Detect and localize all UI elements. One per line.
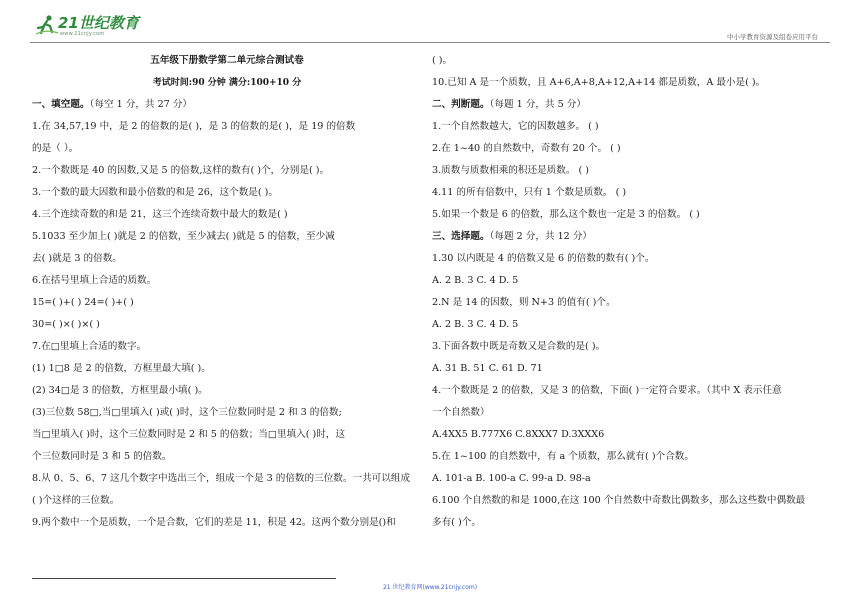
question-line (32, 468, 422, 490)
line-text: 9.两个数中一个是质数，一个是合数，它们的差是 11，积是 42。这两个数分别是()和 (32, 517, 396, 528)
line-text: 10.已知 A 是一个质数，且 A+6,A+8,A+12,A+14 都是质数，A 最小是( )。 (432, 77, 766, 88)
line-text: 去( )就是 3 的倍数。 (32, 253, 122, 264)
question-line (32, 380, 422, 402)
line-text: 考试时间:90 分钟 满分:100+10 分 (152, 78, 302, 88)
question-line (32, 358, 422, 380)
question-line (432, 512, 827, 534)
question-line (432, 160, 827, 182)
question-line (32, 292, 422, 314)
score-note: （每题 1 分，共 5 分） (489, 99, 586, 110)
line-text: 二、判断题。 (432, 99, 490, 110)
line-text: ( )。 (432, 55, 453, 66)
line-text: 4.11 的所有倍数中，只有 1 个数是质数。 ( ) (432, 187, 627, 198)
question-line (432, 72, 827, 94)
question-line (32, 160, 422, 182)
score-note: （每题 2 分，共 12 分） (489, 231, 593, 242)
question-line (432, 50, 827, 72)
line-text: 当□里填入( )时，这个三位数同时是 2 和 5 的倍数；当□里填入( )时，这 (32, 429, 346, 440)
line-text: 五年级下册数学第二单元综合测试卷 (150, 55, 304, 66)
question-line (32, 402, 422, 424)
question-line (432, 424, 827, 446)
question-line (432, 402, 827, 424)
line-text: 15=( )+( ) 24=( )+( ) (32, 297, 134, 308)
question-line (432, 182, 827, 204)
line-text: A.4XX5 B.777X6 C.8XXX7 D.3XXX6 (432, 429, 605, 440)
platform-name: 中小学教育资源及组卷应用平台 (727, 33, 818, 41)
line-text: 2.在 1~40 的自然数中，奇数有 20 个。 ( ) (432, 143, 621, 154)
question-line (432, 116, 827, 138)
left-column (32, 50, 422, 534)
question-line (432, 336, 827, 358)
line-text: ( )个这样的三位数。 (32, 495, 120, 506)
question-line (32, 336, 422, 358)
line-text: A. 2 B. 3 C. 4 D. 5 (432, 319, 519, 330)
footer-divider (32, 578, 336, 579)
question-line (432, 490, 827, 512)
line-text: 一个自然数） (432, 407, 490, 418)
line-text: 8.从 0、5、6、7 这几个数字中选出三个，组成一个是 3 的倍数的三位数。一共可以组成 (32, 473, 411, 484)
footer-text: 21 世纪教育网(www.21cnjy.com) (382, 584, 478, 591)
question-line (432, 204, 827, 226)
exam-subtitle (32, 72, 422, 94)
line-text: 多有( )个。 (432, 517, 481, 528)
section-heading (32, 94, 422, 116)
logo-url: www.21cnjy.com (60, 31, 105, 37)
question-line (32, 226, 422, 248)
line-text: (1) 1□8 是 2 的倍数，方框里最大填( )。 (32, 363, 211, 374)
question-line (32, 116, 422, 138)
question-line (32, 490, 422, 512)
line-text: 一、填空题。 (32, 99, 90, 110)
line-text: 5.在 1~100 的自然数中，有 a 个质数，那么就有( )个合数。 (432, 451, 694, 462)
line-text: 个三位数同时是 3 和 5 的倍数。 (32, 451, 172, 462)
score-note: （每空 1 分，共 27 分） (89, 99, 193, 110)
question-line (432, 468, 827, 490)
line-text: 1.在 34,57,19 中，是 2 的倍数的是( )，是 3 的倍数的是( )，是 19 的倍数 (32, 121, 356, 132)
line-text: 7.在□里填上合适的数字。 (32, 341, 147, 352)
line-text: 5.1033 至少加上( )就是 2 的倍数，至少减去( )就是 5 的倍数，至少减 (32, 231, 335, 242)
question-line (32, 182, 422, 204)
page-header (0, 0, 860, 44)
line-text: 3.下面各数中既是奇数又是合数的是( )。 (432, 341, 606, 352)
line-text: 4.三个连续奇数的和是 21，这三个连续奇数中最大的数是( ) (32, 209, 288, 220)
section-heading (432, 94, 827, 116)
question-line (432, 358, 827, 380)
line-text: 3.一个数的最大因数和最小倍数的和是 26，这个数是( )。 (32, 187, 279, 198)
line-text: A. 101-a B. 100-a C. 99-a D. 98-a (432, 473, 591, 484)
question-line (32, 424, 422, 446)
line-text: 4.一个数既是 2 的倍数，又是 3 的倍数，下面( )一定符合要求。（其中 X 表示任意 (432, 385, 782, 396)
header-divider (30, 42, 830, 43)
line-text: 的是（ ）。 (32, 143, 79, 154)
line-text: 30=( )×( )×( ) (32, 319, 100, 330)
question-line (432, 270, 827, 292)
question-line (432, 138, 827, 160)
section-heading (432, 226, 827, 248)
line-text: A. 31 B. 51 C. 61 D. 71 (432, 363, 543, 374)
question-line (432, 314, 827, 336)
question-line (32, 138, 422, 160)
line-text: (3)三位数 58□,当□里填入( )或( )时，这个三位数同时是 2 和 3 的倍数; (32, 407, 342, 418)
line-text: 1.30 以内既是 4 的倍数又是 6 的倍数的数有( )个。 (432, 253, 655, 264)
line-text: 5.如果一个数是 6 的倍数，那么这个数也一定是 3 的倍数。 ( ) (432, 209, 700, 220)
line-text: 三、选择题。 (432, 231, 490, 242)
question-line (32, 446, 422, 468)
logo-text: 21世纪教育 (58, 14, 139, 32)
line-text: 3.质数与质数相乘的积还是质数。 ( ) (432, 165, 590, 176)
question-line (32, 314, 422, 336)
line-text: 2.N 是 14 的因数，则 N+3 的值有( )个。 (432, 297, 616, 308)
line-text: A. 2 B. 3 C. 4 D. 5 (432, 275, 519, 286)
line-text: 6.100 个自然数的和是 1000,在这 100 个自然数中奇数比偶数多，那么这些数中偶数最 (432, 495, 806, 506)
line-text: (2) 34□是 3 的倍数，方框里最小填( )。 (32, 385, 208, 396)
runner-logo-icon (36, 14, 58, 36)
question-line (32, 248, 422, 270)
line-text: 6.在括号里填上合适的质数。 (32, 275, 157, 286)
line-text: 2.一个数既是 40 的因数,又是 5 的倍数,这样的数有( )个，分别是( )。 (32, 165, 330, 176)
question-line (432, 292, 827, 314)
question-line (432, 248, 827, 270)
question-line (432, 380, 827, 402)
question-line (32, 270, 422, 292)
question-line (32, 512, 422, 534)
line-text: 1.一个自然数越大，它的因数越多。 ( ) (432, 121, 599, 132)
exam-title (32, 50, 422, 72)
right-column (432, 50, 827, 534)
question-line (32, 204, 422, 226)
question-line (432, 446, 827, 468)
